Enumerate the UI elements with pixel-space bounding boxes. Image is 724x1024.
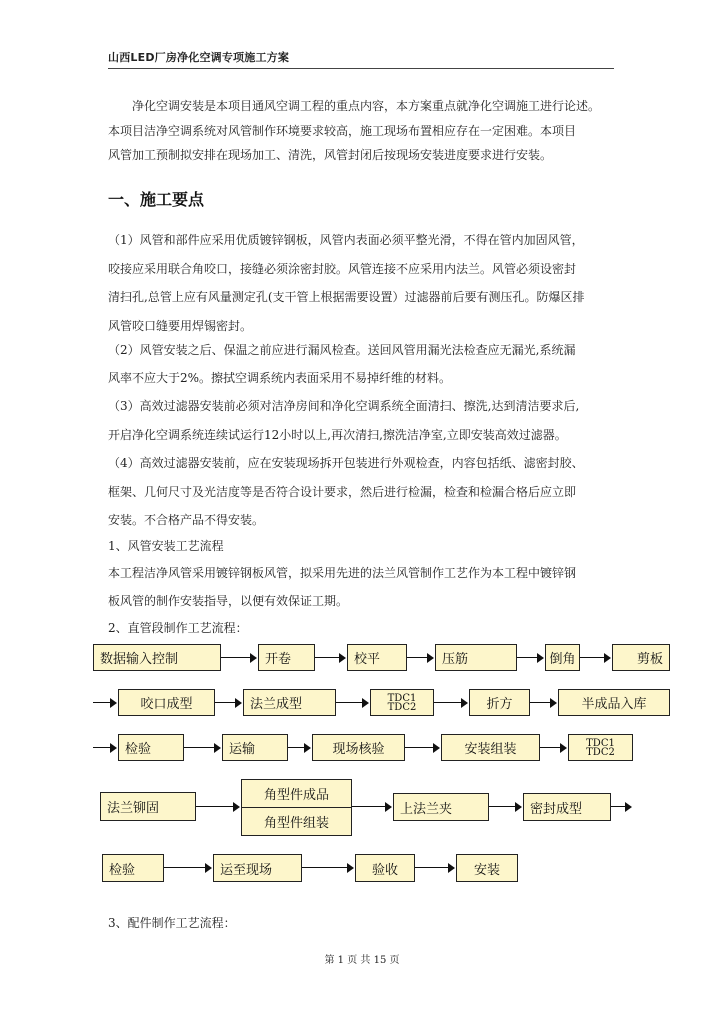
- flow-box-angle-finished: 角型件成品: [241, 779, 352, 808]
- flow-arrow: [93, 698, 117, 708]
- flow-box-flange-clip: 上法兰夹: [393, 793, 489, 821]
- body-line: 板风管的制作安装指导，以便有效保证工期。: [108, 594, 349, 608]
- flow-box-uncoil: 开卷: [258, 644, 315, 671]
- flow-box-level: 校平: [347, 644, 407, 671]
- flow-arrow: [302, 863, 354, 873]
- flow-arrow: [415, 863, 455, 873]
- flow-box-storage: 半成品入库: [558, 689, 670, 716]
- flow-box-shear: 剪板: [612, 644, 670, 671]
- tdc1-label: TDC1: [387, 692, 417, 704]
- body-line: 框架、几何尺寸及光洁度等是否符合设计要求，然后进行检漏，检查和检漏合格后应立即: [108, 485, 577, 499]
- flow-box-transport: 运输: [222, 734, 288, 761]
- flow-arrow: [489, 802, 522, 812]
- body-line: 风率不应大于2%。擦拭空调系统内表面采用不易掉纤维的材料。: [108, 371, 452, 385]
- body-line: 1、风管安装工艺流程: [108, 539, 224, 553]
- flow-box-deliver: 运至现场: [213, 854, 302, 882]
- flow-box-accept: 验收: [355, 854, 415, 882]
- flow-box-data-input: 数据输入控制: [93, 644, 221, 671]
- flow-arrow: [434, 698, 468, 708]
- flow-box-seal: 密封成型: [523, 793, 611, 821]
- flow-arrow: [221, 653, 257, 663]
- intro-paragraph: [108, 94, 628, 168]
- flow-arrow: [517, 653, 544, 663]
- flow-arrow: [611, 802, 632, 812]
- flow-arrow: [184, 743, 221, 753]
- body-line: 开启净化空调系统连续试运行12小时以上,再次清扫,擦洗洁净室,立即安装高效过滤器。: [108, 428, 567, 442]
- page-footer: 第 1 页 共 15 页: [324, 955, 400, 966]
- intro-line: 本项目洁净空调系统对风管制作环境要求较高，施工现场布置相应存在一定困难。本项目: [108, 123, 577, 138]
- flow-arrow: [315, 653, 346, 663]
- body-line: （4）高效过滤器安装前，应在安装现场拆开包装进行外观检查，内容包括纸、滤密封胶、: [108, 456, 584, 470]
- flow-box-inspect: 检验: [118, 734, 184, 761]
- body-line: 安装。不合格产品不得安装。: [108, 513, 265, 527]
- flow-box-final-inspect: 检验: [102, 854, 164, 882]
- flow-arrow: [215, 698, 242, 708]
- tdc2-label: TDC2: [387, 701, 417, 713]
- tdc1-label: TDC1: [586, 737, 615, 749]
- flow-arrow: [405, 743, 440, 753]
- flow-arrow: [288, 743, 311, 753]
- intro-line: 风管加工预制拟安排在现场加工、清洗，风管封闭后按现场安装进度要求进行安装。: [108, 148, 553, 162]
- body-line: 清扫孔,总管上应有风量测定孔(支干管上根据需要设置）过滤器前后要有测压孔。防爆区排: [108, 290, 585, 304]
- flow-box-rivet: 法兰铆固: [100, 792, 196, 821]
- flow-arrow: [580, 653, 611, 663]
- flow-box-assemble: 安装组装: [441, 734, 540, 761]
- flow-box-fold: 折方: [469, 689, 530, 716]
- intro-line: 净化空调安装是本项目通风空调工程的重点内容，本方案重点就净化空调施工进行论述。: [108, 99, 601, 113]
- body-line: 风管咬口缝要用焊锡密封。: [108, 319, 253, 333]
- flow-box-site-check: 现场核验: [312, 734, 405, 761]
- flow-box-seam: 咬口成型: [118, 689, 215, 716]
- page-header: 山西LED厂房净化空调专项施工方案: [108, 49, 614, 69]
- section-3-title: 3、配件制作工艺流程：: [108, 916, 236, 930]
- body-line: 咬接应采用联合角咬口，接缝必须涂密封胶。风管连接不应采用内法兰。风管必须设密封: [108, 262, 577, 276]
- flow-box-install: 安装: [456, 854, 518, 882]
- body-line: （1）风管和部件应采用优质镀锌钢板，风管内表面必须平整光滑，不得在管内加固风管，: [108, 233, 584, 247]
- body-line: 2、直管段制作工艺流程：: [108, 621, 248, 635]
- flow-box-rib: 压筋: [435, 644, 517, 671]
- flow-arrow: [196, 802, 240, 812]
- section-heading: 一、施工要点: [108, 190, 205, 209]
- flow-box-flange-form: 法兰成型: [243, 689, 336, 716]
- flow-box-angle-assemble: 角型件组装: [241, 807, 352, 836]
- body-line: （3）高效过滤器安装前必须对洁净房间和净化空调系统全面清扫、擦洗,达到清洁要求后,: [108, 399, 580, 413]
- flow-box-tdc: [568, 734, 633, 761]
- flow-arrow: [164, 863, 212, 873]
- flow-arrow: [540, 743, 567, 753]
- flow-arrow: [93, 743, 117, 753]
- flow-arrow: [407, 653, 434, 663]
- flow-box-chamfer: 倒角: [545, 644, 580, 671]
- flow-arrow: [336, 698, 369, 708]
- body-line: 本工程洁净风管采用镀锌钢板风管，拟采用先进的法兰风管制作工艺作为本工程中镀锌钢: [108, 566, 577, 580]
- flow-arrow: [352, 802, 392, 812]
- tdc2-label: TDC2: [586, 746, 615, 758]
- flow-arrow: [530, 698, 557, 708]
- flow-box-tdc: [370, 689, 434, 716]
- body-line: （2）风管安装之后、保温之前应进行漏风检查。送回风管用漏光法检查应无漏光,系统漏: [108, 343, 576, 357]
